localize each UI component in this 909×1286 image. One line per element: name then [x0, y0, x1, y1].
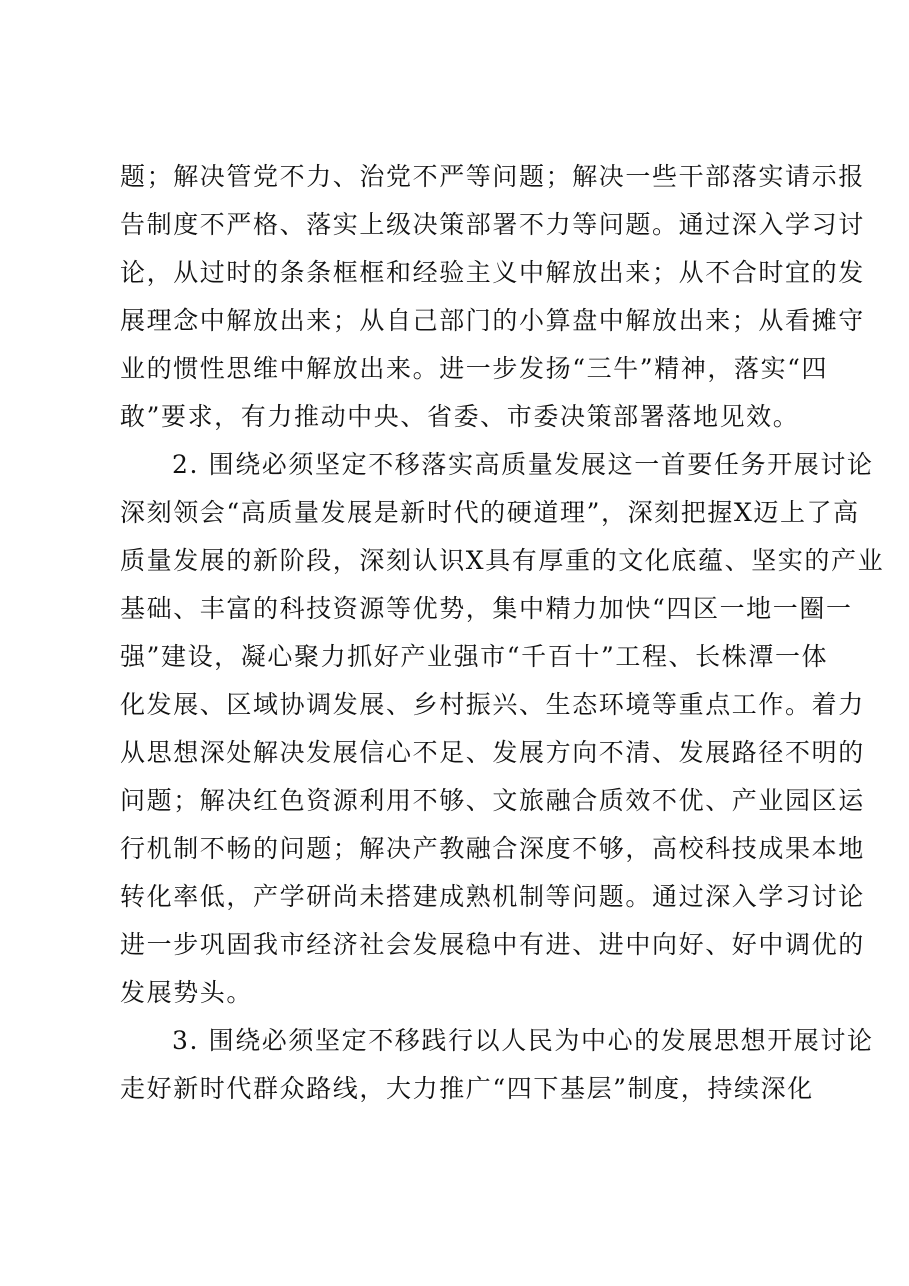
text-line: 行机制不畅的问题；解决产教融合深度不够，高校科技成果本地 — [120, 834, 865, 863]
text-line: 敢”要求，有力推动中央、省委、市委决策部署落地见效。 — [120, 402, 800, 431]
text-line: 深刻领会“高质量发展是新时代的硬道理”，深刻把握X迈上了高 — [120, 498, 860, 527]
text-line: 基础、丰富的科技资源等优势，集中精力加快“四区一地一圈一 — [120, 594, 853, 623]
text-line: 展理念中解放出来；从自己部门的小算盘中解放出来；从看摊守 — [120, 306, 865, 335]
text-line: 业的惯性思维中解放出来。进一步发扬“三牛”精神，落实“四 — [120, 354, 829, 383]
text-line: 强”建设，凝心聚力抓好产业强市“千百十”工程、长株潭一体 — [120, 642, 829, 671]
text-line: 发展势头。 — [120, 978, 254, 1007]
text-line: 题；解决管党不力、治党不严等问题；解决一些干部落实请示报 — [120, 162, 865, 191]
text-line: 告制度不严格、落实上级决策部署不力等问题。通过深入学习讨 — [120, 210, 865, 239]
text-line: 化发展、区域协调发展、乡村振兴、生态环境等重点工作。着力 — [120, 690, 865, 719]
section-heading-2: 2. 围绕必须坚定不移落实高质量发展这一首要任务开展讨论 — [172, 450, 874, 479]
section-heading-3: 3. 围绕必须坚定不移践行以人民为中心的发展思想开展讨论 — [172, 1026, 874, 1055]
document-body — [120, 153, 885, 1113]
text-line: 从思想深处解决发展信心不足、发展方向不清、发展路径不明的 — [120, 738, 865, 767]
text-line: 走好新时代群众路线，大力推广“四下基层”制度，持续深化 — [120, 1074, 814, 1103]
text-line: 进一步巩固我市经济社会发展稳中有进、进中向好、好中调优的 — [120, 930, 865, 959]
text-line: 问题；解决红色资源利用不够、文旅融合质效不优、产业园区运 — [120, 786, 865, 815]
text-line: 转化率低，产学研尚未搭建成熟机制等问题。通过深入学习讨论 — [120, 882, 865, 911]
text-line: 质量发展的新阶段，深刻认识X具有厚重的文化底蕴、坚实的产业 — [120, 546, 885, 575]
text-line: 论，从过时的条条框框和经验主义中解放出来；从不合时宜的发 — [120, 258, 865, 287]
